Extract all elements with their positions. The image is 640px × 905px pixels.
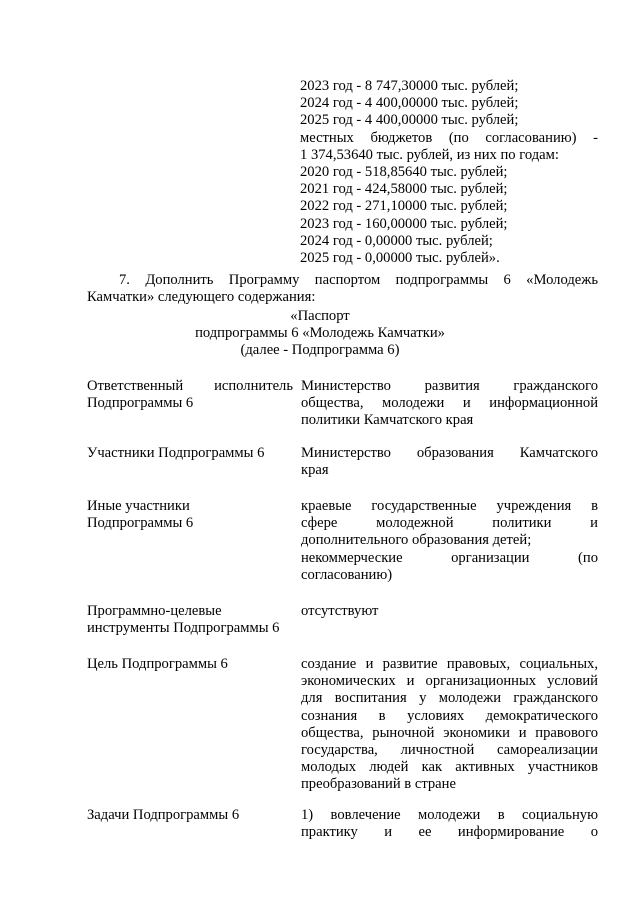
- value-line: преобразований в стране: [301, 776, 456, 793]
- funding-line: 2024 год - 0,00000 тыс. рублей;: [300, 232, 493, 249]
- passport-title: «Паспорт: [290, 308, 350, 324]
- item-7-paragraph: [87, 272, 598, 306]
- value-line: края: [301, 462, 329, 479]
- label-line: Иные участники: [87, 498, 190, 514]
- value-line: государства, личностной самореализации: [301, 742, 598, 759]
- value-line: Министерство развития гражданского: [301, 378, 598, 394]
- row-value: [301, 656, 598, 807]
- label-line: Задачи Подпрограммы 6: [87, 807, 240, 823]
- passport-heading: [0, 308, 640, 360]
- value-line: некоммерческие организации (по: [301, 549, 598, 566]
- value-line: 1) вовлечение молодежи в социальную: [301, 807, 598, 823]
- row-other-participants: [87, 498, 598, 603]
- row-value: [301, 498, 598, 603]
- label-line: Участники Подпрограммы 6: [87, 445, 265, 461]
- value-line: краевые государственные учреждения в: [301, 498, 598, 514]
- funding-line: 2022 год - 271,10000 тыс. рублей;: [300, 198, 508, 215]
- value-line: дополнительного образования детей;: [301, 532, 532, 549]
- row-value: [301, 445, 598, 498]
- funding-line: 2021 год - 424,58000 тыс. рублей;: [300, 181, 508, 198]
- row-value: [301, 807, 598, 841]
- value-line: политики Камчатского края: [301, 412, 474, 429]
- funding-schedule: [300, 78, 598, 267]
- funding-line: 2020 год - 518,85640 тыс. рублей;: [300, 164, 508, 181]
- value-line: Министерство образования Камчатского: [301, 445, 598, 461]
- label-line: Подпрограммы 6: [87, 515, 194, 532]
- label-line: инструменты Подпрограммы 6: [87, 620, 280, 637]
- funding-line: 2025 год - 4 400,00000 тыс. рублей;: [300, 112, 519, 129]
- funding-line: 2023 год - 8 747,30000 тыс. рублей;: [300, 78, 519, 94]
- value-line: сознания в условиях демократического: [301, 707, 598, 724]
- value-line: создание и развитие правовых, социальных,: [301, 656, 598, 672]
- row-tasks: [87, 807, 598, 841]
- value-line: отсутствуют: [301, 603, 379, 619]
- row-value: [301, 603, 598, 656]
- row-program-tools: [87, 603, 598, 656]
- label-line: Цель Подпрограммы 6: [87, 656, 228, 672]
- value-line: молодых людей как активных участников: [301, 759, 598, 776]
- row-label: [87, 807, 293, 841]
- row-label: [87, 498, 293, 603]
- label-line: Программно-целевые: [87, 603, 222, 619]
- value-line: экономических и организационных условий: [301, 673, 598, 690]
- funding-line: 2023 год - 160,00000 тыс. рублей;: [300, 215, 508, 232]
- label-line: Подпрограммы 6: [87, 395, 194, 412]
- value-line: сфере молодежной политики и: [301, 515, 598, 532]
- funding-line: 1 374,53640 тыс. рублей, из них по годам:: [300, 146, 559, 163]
- funding-line: местных бюджетов (по согласованию) -: [300, 129, 598, 146]
- row-label: [87, 656, 293, 807]
- row-responsible-executor: [87, 378, 598, 445]
- row-label: [87, 445, 293, 498]
- row-value: [301, 378, 598, 445]
- value-line: общества, рыночной экономики и правового: [301, 724, 598, 741]
- row-label: [87, 603, 293, 656]
- label-line: Ответственный исполнитель: [87, 378, 293, 394]
- item-7-line-2: Камчатки» следующего содержания:: [87, 289, 316, 306]
- value-line: практику и ее информирование о: [301, 824, 598, 841]
- funding-line: 2024 год - 4 400,00000 тыс. рублей;: [300, 95, 519, 112]
- passport-table: [87, 378, 598, 841]
- funding-line: 2025 год - 0,00000 тыс. рублей».: [300, 250, 500, 267]
- passport-note: (далее - Подпрограмма 6): [240, 342, 400, 359]
- passport-subtitle: подпрограммы 6 «Молодежь Камчатки»: [195, 325, 445, 342]
- row-label: [87, 378, 293, 445]
- value-line: согласованию): [301, 566, 393, 583]
- value-line: для воспитания у молодежи гражданского: [301, 690, 598, 707]
- row-goal: [87, 656, 598, 807]
- item-7-line-1: 7. Дополнить Программу паспортом подпрограммы 6 «Молодежь: [119, 272, 598, 288]
- row-participants: [87, 445, 598, 498]
- value-line: общества, молодежи и информационной: [301, 395, 598, 412]
